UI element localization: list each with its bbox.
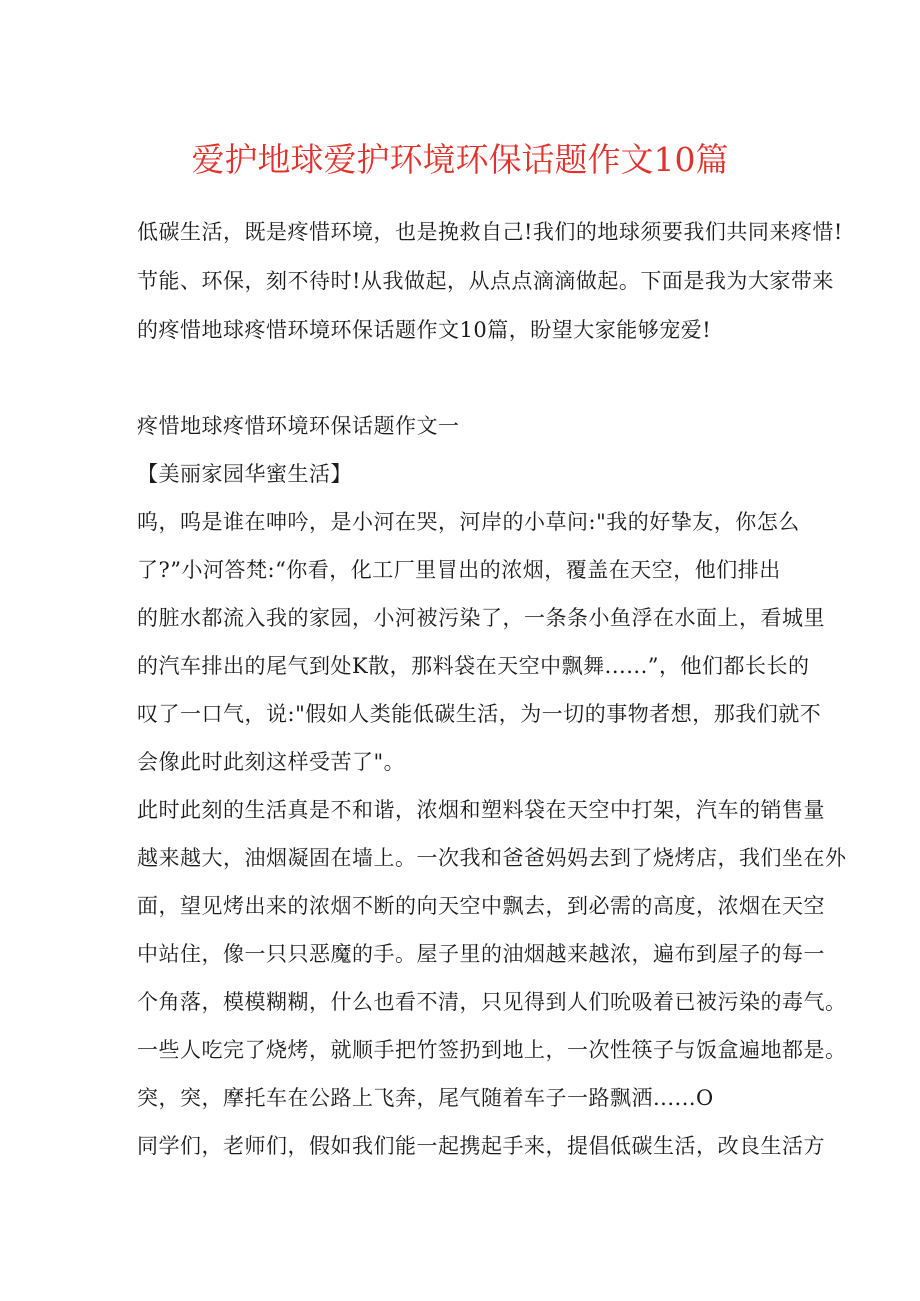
paragraph-line: 会像此时此刻这样受苦了"。: [137, 750, 406, 774]
intro-line: 低碳生活，既是疼惜环境，也是挽救自己!我们的地球须要我们共同来疼惜!: [137, 220, 843, 244]
paragraph-line: 个角落，模模糊糊，什么也看不清，只见得到人们吮吸着已被污染的毒气。: [137, 990, 847, 1014]
paragraph-line: 了?”小河答梵:“你看，化工厂里冒出的浓烟，覆盖在天空，他们排出: [137, 558, 781, 582]
section-heading: 疼惜地球疼惜环境环保话题作文一: [137, 414, 460, 438]
paragraph-line: 面，望见烤出来的浓烟不断的向天空中飘去，到必需的高度，浓烟在天空: [137, 894, 825, 918]
essay-title: 【美丽家园华蜜生活】: [137, 462, 352, 486]
document-title: 爱护地球爱护环境环保话题作文10篇: [191, 140, 729, 179]
paragraph-line: 的汽车排出的尾气到处K散，那料袋在天空中飘舞......”，他们都长长的: [137, 654, 810, 678]
paragraph-line: 越来越大，油烟凝固在墙上。一次我和爸爸妈妈去到了烧烤店，我们坐在外: [137, 846, 847, 870]
paragraph-line: 同学们，老师们，假如我们能一起携起手来，提倡低碳生活，改良生活方: [137, 1134, 825, 1158]
paragraph-line: 中站住，像一只只恶魔的手。屋子里的油烟越来越浓，遍布到屋子的每一: [137, 942, 825, 966]
paragraph-line: 突，突，摩托车在公路上飞奔，尾气随着车子一路飘洒......O: [137, 1086, 714, 1110]
paragraph-line: 此时此刻的生活真是不和谐，浓烟和塑料袋在天空中打架，汽车的销售量: [137, 798, 825, 822]
paragraph-line: 一些人吃完了烧烤，就顺手把竹签扔到地上，一次性筷子与饭盒遍地都是。: [137, 1038, 847, 1062]
paragraph-line: 叹了一口气，说:"假如人类能低碳生活，为一切的事物者想，那我们就不: [137, 702, 822, 726]
paragraph-line: 的脏水都流入我的家园，小河被污染了，一条条小鱼浮在水面上，看城里: [137, 606, 825, 630]
intro-line: 节能、环保，刻不待时!从我做起，从点点滴滴做起。下面是我为大家带来: [137, 269, 834, 293]
intro-line: 的疼惜地球疼惜环境环保话题作文10篇，盼望大家能够宠爱!: [137, 318, 712, 342]
paragraph-line: 呜，呜是谁在呻吟，是小河在哭，河岸的小草问:"我的好挚友，你怎么: [137, 510, 800, 534]
